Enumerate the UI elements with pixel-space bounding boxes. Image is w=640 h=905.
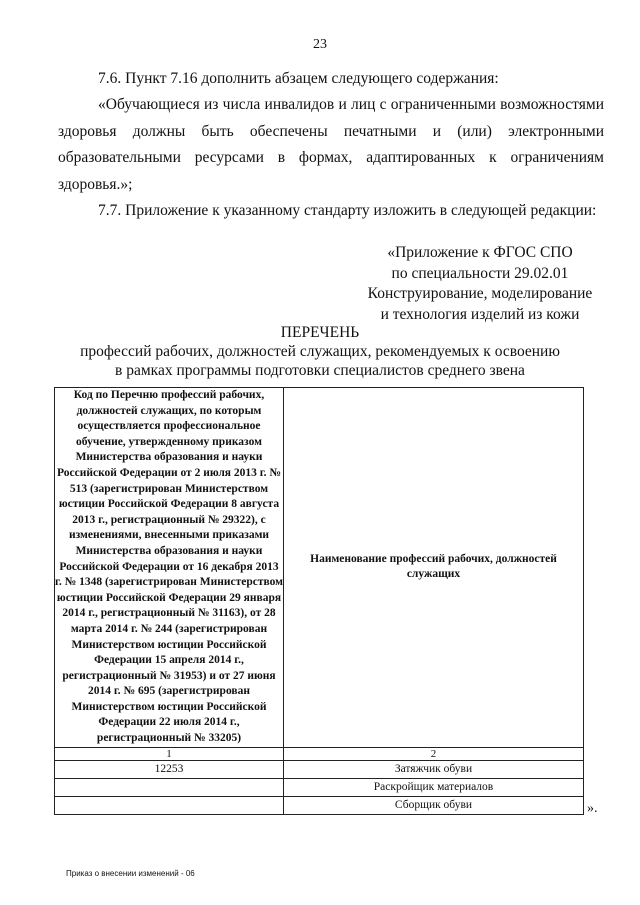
table-number-row — [55, 747, 584, 760]
table-header-row — [55, 388, 584, 748]
list-title: ПЕРЕЧЕНЬ — [280, 324, 360, 341]
appendix-line-3: Конструирование, моделирование — [367, 285, 593, 302]
row-profession: Раскройщик материалов — [284, 778, 584, 796]
table-row — [55, 778, 584, 796]
paragraph-7-6: 7.6. Пункт 7.16 дополнить абзацем следующего содержания: — [98, 70, 499, 87]
row-code — [55, 796, 284, 814]
list-heading — [0, 323, 640, 380]
row-code — [55, 778, 284, 796]
row-profession: Затяжчик обуви — [284, 760, 584, 778]
appendix-line-1: «Приложение к ФГОС СПО — [387, 244, 573, 261]
footer-note: Приказ о внесении изменений - 06 — [66, 869, 195, 878]
header-name-column: Наименование профессий рабочих, должностей служащих — [284, 388, 584, 748]
professions-table — [54, 387, 584, 815]
closing-quote: ». — [587, 801, 598, 816]
appendix-header — [330, 243, 630, 325]
appendix-line-4: и технология изделий из кожи — [380, 305, 580, 323]
page-number: 23 — [313, 37, 327, 52]
column-number-1: 1 — [55, 747, 284, 760]
row-profession: Сборщик обуви — [284, 796, 584, 814]
list-subtitle-line-1: профессий рабочих, должностей служащих, рекомендуемых к освоению — [80, 343, 560, 360]
paragraph-7-7: 7.7. Приложение к указанному стандарту изложить в следующей редакции: — [98, 202, 597, 219]
list-subtitle-line-2: в рамках программы подготовки специалистов среднего звена — [115, 362, 525, 379]
column-number-2: 2 — [284, 747, 584, 760]
header-code-column: Код по Перечню профессий рабочих, должностей служащих, по которым осуществляется профессиональное обучение, утвержденному приказом Министерства образования и науки Российской Федерации от 2 июля 2013 г. № 513 (зарегистрирован Министерством юстиции Российской Федерации 8 августа 2013 г., регистрационный № 29322), с изменениями, внесенными приказами Министерства образования и науки Российской Федерации от 16 декабря 2013 г. № 1348 (зарегистрирован Министерством юстиции Российской Федерации 29 января 2014 г., регистрационный № 31163), от 28 марта 2014 г. № 244 (зарегистрирован Министерством юстиции Российской Федерации 15 апреля 2014 г., регистрационный № 31953) и от 27 июня 2014 г. № 695 (зарегистрирован Министерством юстиции Российской Федерации 22 июля 2014 г., регистрационный № 33205) — [55, 388, 284, 748]
table-row — [55, 796, 584, 814]
quoted-paragraph: «Обучающиеся из числа инвалидов и лиц с ограниченными возможностями здоровья должны быть обеспечены печатными и (или) электронными образовательными ресурсами в формах, адаптированных к ограничениям здоровья.»; — [58, 96, 604, 193]
appendix-line-2: по специальности 29.02.01 — [391, 264, 569, 282]
row-code: 12253 — [55, 760, 284, 778]
table-row — [55, 760, 584, 778]
